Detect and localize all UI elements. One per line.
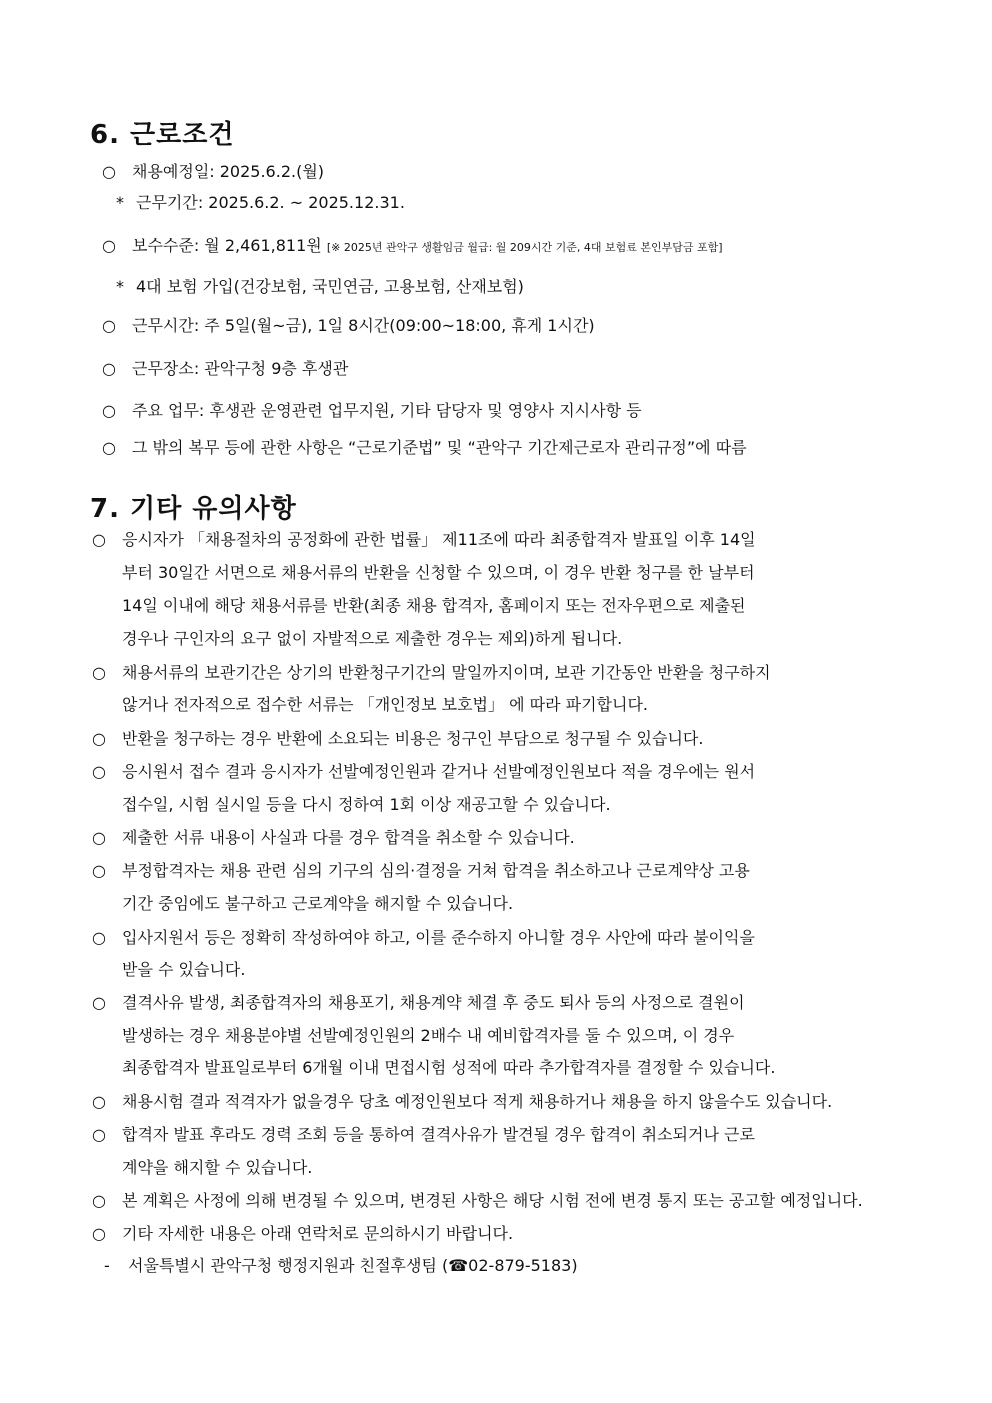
- bullet-mark: ○: [92, 1092, 106, 1111]
- s7-line-text: 결격사유 발생, 최종합격자의 채용포기, 채용계약 체결 후 중도 퇴사 등의 사정으로 결원이: [122, 993, 745, 1012]
- s7-item-continuation: [122, 629, 622, 649]
- s7-line-text: 않거나 전자적으로 접수한 서류는 「개인정보 보호법」 에 따라 파기합니다.: [122, 695, 648, 714]
- s7-item: [92, 928, 755, 948]
- s7-item: [92, 1224, 513, 1244]
- s7-line-text: 제출한 서류 내용이 사실과 다를 경우 합격을 취소할 수 있습니다.: [122, 828, 575, 847]
- s7-line-text: 채용서류의 보관기간은 상기의 반환청구기간의 말일까지이며, 보관 기간동안 반환을 청구하지: [122, 663, 771, 682]
- bullet-mark: ○: [92, 928, 106, 947]
- salary-note: [※ 2025년 관악구 생활임금 월급: 월 209시간 기준, 4대 보험료 본인부담금 포함]: [326, 241, 723, 254]
- s7-item: [92, 1125, 755, 1145]
- s6-item: * 4대 보험 가입(건강보험, 국민연금, 고용보험, 산재보험): [116, 277, 524, 296]
- section-6-title: 6. 근로조건: [90, 120, 235, 150]
- s6-item: ○ 그 밖의 복무 등에 관한 사항은 “근로기준법” 및 “관악구 기간제근로자 관리규정”에 따름: [102, 438, 747, 457]
- s7-line-text: 기간 중임에도 불구하고 근로계약을 해지할 수 있습니다.: [122, 894, 514, 913]
- bullet-mark: ○: [92, 530, 106, 549]
- s7-item-continuation: [122, 596, 746, 616]
- bullet-mark: ○: [92, 828, 106, 847]
- s7-item: [92, 663, 771, 683]
- s7-item-continuation: [122, 563, 755, 583]
- s7-item: [92, 762, 755, 782]
- s7-line-text: 14일 이내에 해당 채용서류를 반환(최종 채용 합격자, 홈페이지 또는 전자우편으로 제출된: [122, 596, 746, 615]
- s7-line-text: 반환을 청구하는 경우 반환에 소요되는 비용은 청구인 부담으로 청구될 수 있습니다.: [122, 729, 704, 748]
- s6-item: ○ 채용예정일: 2025.6.2.(월): [102, 162, 325, 181]
- s7-item: [92, 729, 703, 749]
- bullet-mark: ○: [92, 993, 106, 1012]
- s7-line-text: 최종합격자 발표일로부터 6개월 이내 면접시험 성적에 따라 추가합격자를 결정할 수 있습니다.: [122, 1058, 776, 1077]
- s7-line-text: 발생하는 경우 채용분야별 선발예정인원의 2배수 내 예비합격자를 둘 수 있으며, 이 경우: [122, 1026, 735, 1045]
- bullet-mark: ○: [92, 861, 106, 880]
- bullet-mark: ○: [92, 762, 106, 781]
- s7-item: [92, 530, 756, 550]
- bullet-mark: ○: [92, 1191, 106, 1210]
- bullet-mark: -: [104, 1256, 110, 1275]
- s6-item: ○ 보수수준: 월 2,461,811원 [※ 2025년 관악구 생활임금 월급: 월 209시간 기준, 4대 보험료 본인부담금 포함]: [102, 236, 723, 255]
- bullet-mark: ○: [92, 729, 106, 748]
- s7-item-continuation: [122, 894, 513, 914]
- section-7-title: 7. 기타 유의사항: [90, 494, 297, 524]
- s7-line-text: 부정합격자는 채용 관련 심의 기구의 심의·결정을 거쳐 합격을 취소하고나 근로계약상 고용: [122, 861, 750, 880]
- s7-line-text: 기타 자세한 내용은 아래 연락처로 문의하시기 바랍니다.: [122, 1224, 514, 1243]
- s7-line-text: 받을 수 있습니다.: [122, 960, 246, 979]
- bullet-mark: ○: [92, 1224, 106, 1243]
- s6-item: * 근무기간: 2025.6.2. ~ 2025.12.31.: [116, 193, 405, 212]
- s7-item: [92, 993, 745, 1013]
- s7-item-continuation: [122, 1026, 734, 1046]
- s7-item-continuation: [122, 960, 245, 980]
- s6-item: ○ 근무장소: 관악구청 9층 후생관: [102, 359, 349, 378]
- s7-item: [92, 828, 575, 848]
- bullet-mark: ○: [92, 1125, 106, 1144]
- s7-line-text: 경우나 구인자의 요구 없이 자발적으로 제출한 경우는 제외)하게 됩니다.: [122, 629, 623, 648]
- s7-item-continuation: [122, 1158, 312, 1178]
- s7-line-text: 서울특별시 관악구청 행정지원과 친절후생팀 (☎02-879-5183): [128, 1256, 578, 1275]
- s6-item: ○ 근무시간: 주 5일(월~금), 1일 8시간(09:00~18:00, 휴게 1시간): [102, 316, 595, 335]
- s7-item: [92, 1191, 863, 1211]
- s7-line-text: 부터 30일간 서면으로 채용서류의 반환을 신청할 수 있으며, 이 경우 반환 청구를 한 날부터: [122, 563, 755, 582]
- s7-item: [92, 1092, 832, 1112]
- s7-line-text: 응시자가 「채용절차의 공정화에 관한 법률」 제11조에 따라 최종합격자 발표일 이후 14일: [122, 530, 756, 549]
- s7-line-text: 계약을 해지할 수 있습니다.: [122, 1158, 313, 1177]
- s6-item: ○ 주요 업무: 후생관 운영관련 업무지원, 기타 담당자 및 영양사 지시사항 등: [102, 401, 642, 420]
- s7-item-continuation: [122, 1058, 775, 1078]
- s7-item-continuation: [122, 695, 648, 715]
- s7-item: [92, 861, 750, 881]
- s7-line-text: 응시원서 접수 결과 응시자가 선발예정인원과 같거나 선발예정인원보다 적을 경우에는 원서: [122, 762, 756, 781]
- s7-line-text: 합격자 발표 후라도 경력 조회 등을 통하여 결격사유가 발견될 경우 합격이 취소되거나 근로: [122, 1125, 755, 1144]
- s7-item-continuation: [104, 1256, 578, 1276]
- s7-line-text: 입사지원서 등은 정확히 작성하여야 하고, 이를 준수하지 아니할 경우 사안에 따라 불이익을: [122, 928, 755, 947]
- bullet-mark: ○: [92, 663, 106, 682]
- s7-item-continuation: [122, 795, 611, 815]
- s7-line-text: 본 계획은 사정에 의해 변경될 수 있으며, 변경된 사항은 해당 시험 전에 변경 통지 또는 공고할 예정입니다.: [122, 1191, 863, 1210]
- s7-line-text: 접수일, 시험 실시일 등을 다시 정하여 1회 이상 재공고할 수 있습니다.: [122, 795, 611, 814]
- s7-line-text: 채용시험 결과 적격자가 없을경우 당초 예정인원보다 적게 채용하거나 채용을 하지 않을수도 있습니다.: [122, 1092, 833, 1111]
